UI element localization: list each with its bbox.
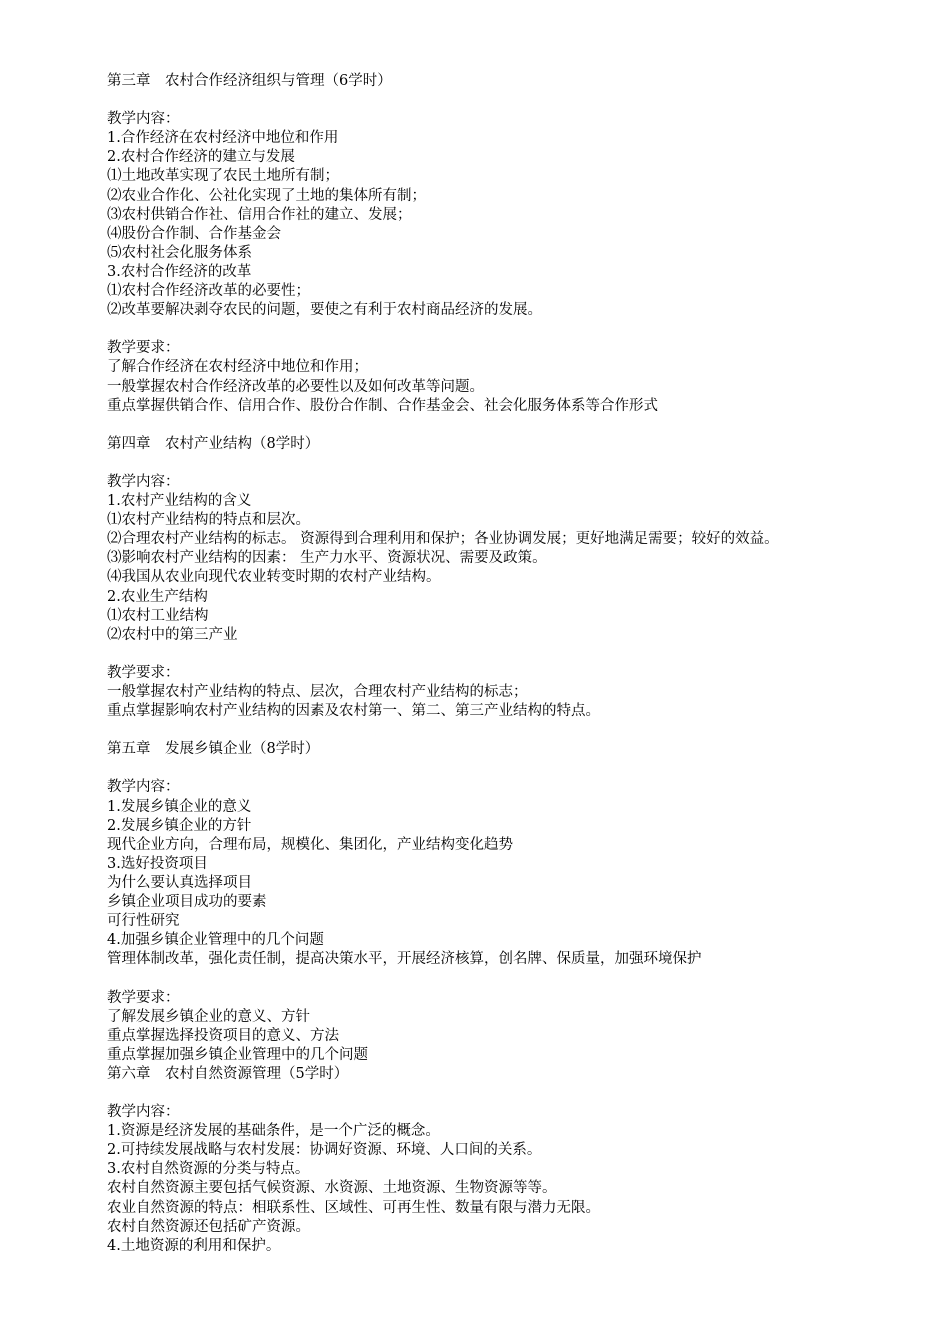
requirement-line: 了解发展乡镇企业的意义、方针 xyxy=(107,1008,310,1025)
content-line: ⑵农村中的第三产业 xyxy=(107,626,238,643)
blank-line xyxy=(107,645,927,664)
requirements-label: 教学要求： xyxy=(107,989,180,1006)
content-label: 教学内容： xyxy=(107,473,180,490)
requirements-label: 教学要求： xyxy=(107,664,180,681)
blank-line xyxy=(107,91,927,110)
requirement-line: 重点掌握供销合作、信用合作、股份合作制、合作基金会、社会化服务体系等合作形式 xyxy=(107,397,658,414)
content-line: 农业自然资源的特点：相联系性、区域性、可再生性、数量有限与潜力无限。 xyxy=(107,1199,600,1216)
content-line: ⑵合理农村产业结构的标志。 资源得到合理利用和保护；各业协调发展；更好地满足需要；较好的效益。 xyxy=(107,531,779,548)
content-line: ⑴农村工业结构 xyxy=(107,607,209,624)
content-line: 管理体制改革，强化责任制，提高决策水平，开展经济核算，创名牌、保质量，加强环境保护 xyxy=(107,951,702,968)
content-line: 4.土地资源的利用和保护。 xyxy=(107,1237,281,1254)
content-line: 1.农村产业结构的含义 xyxy=(107,493,252,510)
chapter-title: 第六章 农村自然资源管理（5学时） xyxy=(107,1065,349,1082)
requirement-line: 了解合作经济在农村经济中地位和作用； xyxy=(107,359,368,376)
requirement-line: 一般掌握农村产业结构的特点、层次，合理农村产业结构的标志； xyxy=(107,684,528,700)
content-label: 教学内容： xyxy=(107,111,180,128)
blank-line xyxy=(107,416,927,435)
content-line: 1.发展乡镇企业的意义 xyxy=(107,798,252,815)
content-line: ⑴土地改革实现了农民土地所有制； xyxy=(107,168,339,185)
content-line: 2.发展乡镇企业的方针 xyxy=(107,817,252,834)
content-line: 乡镇企业项目成功的要素 xyxy=(107,894,267,911)
chapter-title: 第三章 农村合作经济组织与管理（6学时） xyxy=(107,73,392,89)
blank-line xyxy=(107,320,927,339)
content-line: ⑷股份合作制、合作基金会 xyxy=(107,225,281,242)
chapter-title: 第四章 农村产业结构（8学时） xyxy=(107,435,320,452)
content-line: ⑵改革要解决剥夺农民的问题，要使之有利于农村商品经济的发展。 xyxy=(107,302,542,319)
content-line: 可行性研究 xyxy=(107,913,180,930)
blank-line xyxy=(107,759,927,778)
content-label: 教学内容： xyxy=(107,1104,180,1121)
requirement-line: 重点掌握选择投资项目的意义、方法 xyxy=(107,1027,339,1044)
content-line: 现代企业方向，合理布局，规模化、集团化，产业结构变化趋势 xyxy=(107,836,513,853)
blank-line xyxy=(107,969,927,988)
content-line: 2.农业生产结构 xyxy=(107,588,208,605)
content-line: 农村自然资源还包括矿产资源。 xyxy=(107,1218,310,1235)
content-line: ⑸农村社会化服务体系 xyxy=(107,244,252,261)
document-page xyxy=(107,72,927,1256)
content-label: 教学内容： xyxy=(107,779,180,796)
content-line: 2.农村合作经济的建立与发展 xyxy=(107,149,295,166)
content-line: ⑶农村供销合作社、信用合作社的建立、发展； xyxy=(107,206,412,223)
blank-line xyxy=(107,454,927,473)
content-line: 4.加强乡镇企业管理中的几个问题 xyxy=(107,932,324,949)
content-line: ⑷我国从农业向现代农业转变时期的农村产业结构。 xyxy=(107,569,441,586)
content-line: 3.农村合作经济的改革 xyxy=(107,263,252,280)
requirement-line: 重点掌握加强乡镇企业管理中的几个问题 xyxy=(107,1046,368,1063)
requirements-label: 教学要求： xyxy=(107,340,180,357)
content-line: ⑶影响农村产业结构的因素： 生产力水平、资源状况、需要及政策。 xyxy=(107,550,547,567)
content-line: 农村自然资源主要包括气候资源、水资源、土地资源、生物资源等等。 xyxy=(107,1180,557,1197)
requirement-line: 一般掌握农村合作经济改革的必要性以及如何改革等问题。 xyxy=(107,378,484,395)
blank-line xyxy=(107,721,927,740)
content-line: 为什么要认真选择项目 xyxy=(107,874,252,891)
content-line: 3.农村自然资源的分类与特点。 xyxy=(107,1161,310,1178)
content-line: 3.选好投资项目 xyxy=(107,855,208,872)
content-line: 2.可持续发展战略与农村发展：协调好资源、环境、人口间的关系。 xyxy=(107,1142,542,1159)
content-line: ⑴农村合作经济改革的必要性； xyxy=(107,283,310,300)
content-line: 1.合作经济在农村经济中地位和作用 xyxy=(107,130,339,147)
chapter-title: 第五章 发展乡镇企业（8学时） xyxy=(107,741,320,758)
requirement-line: 重点掌握影响农村产业结构的因素及农村第一、第二、第三产业结构的特点。 xyxy=(107,703,600,720)
content-line: ⑴农村产业结构的特点和层次。 xyxy=(107,512,310,529)
blank-line xyxy=(107,1084,927,1103)
content-line: ⑵农业合作化、公社化实现了土地的集体所有制； xyxy=(107,187,426,204)
content-line: 1.资源是经济发展的基础条件，是一个广泛的概念。 xyxy=(107,1123,440,1140)
